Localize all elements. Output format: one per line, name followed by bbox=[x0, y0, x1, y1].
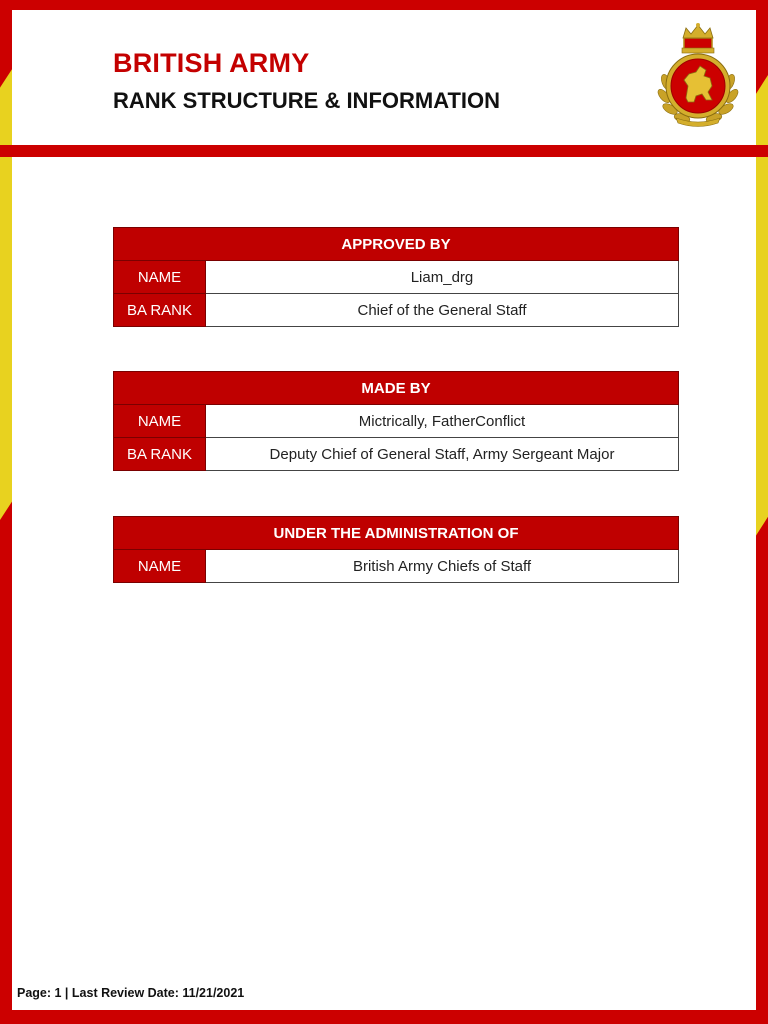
document-page bbox=[12, 10, 756, 1010]
row-label: NAME bbox=[114, 550, 206, 583]
row-label: BA RANK bbox=[114, 438, 206, 471]
administration-table bbox=[113, 516, 679, 583]
table-row bbox=[114, 550, 679, 583]
page-header bbox=[12, 10, 756, 145]
table-row bbox=[114, 261, 679, 294]
row-value: Mictrically, FatherConflict bbox=[206, 405, 679, 438]
administration-heading: UNDER THE ADMINISTRATION OF bbox=[114, 517, 679, 550]
row-value: British Army Chiefs of Staff bbox=[206, 550, 679, 583]
header-red-band bbox=[0, 145, 768, 157]
approved-by-heading: APPROVED BY bbox=[114, 228, 679, 261]
row-value: Chief of the General Staff bbox=[206, 294, 679, 327]
row-value: Deputy Chief of General Staff, Army Sergeant Major bbox=[206, 438, 679, 471]
page-title: BRITISH ARMY bbox=[113, 48, 310, 78]
table-row bbox=[114, 438, 679, 471]
row-label: NAME bbox=[114, 405, 206, 438]
page-subtitle: RANK STRUCTURE & INFORMATION bbox=[113, 88, 501, 113]
table-row bbox=[114, 294, 679, 327]
page-footer: Page: 1 | Last Review Date: 11/21/2021 bbox=[17, 986, 245, 1000]
row-label: BA RANK bbox=[114, 294, 206, 327]
made-by-heading: MADE BY bbox=[114, 372, 679, 405]
made-by-table bbox=[113, 371, 679, 471]
row-value: Liam_drg bbox=[206, 261, 679, 294]
royal-lion-crest-icon bbox=[656, 22, 740, 128]
approved-by-table bbox=[113, 227, 679, 327]
table-row bbox=[114, 405, 679, 438]
row-label: NAME bbox=[114, 261, 206, 294]
